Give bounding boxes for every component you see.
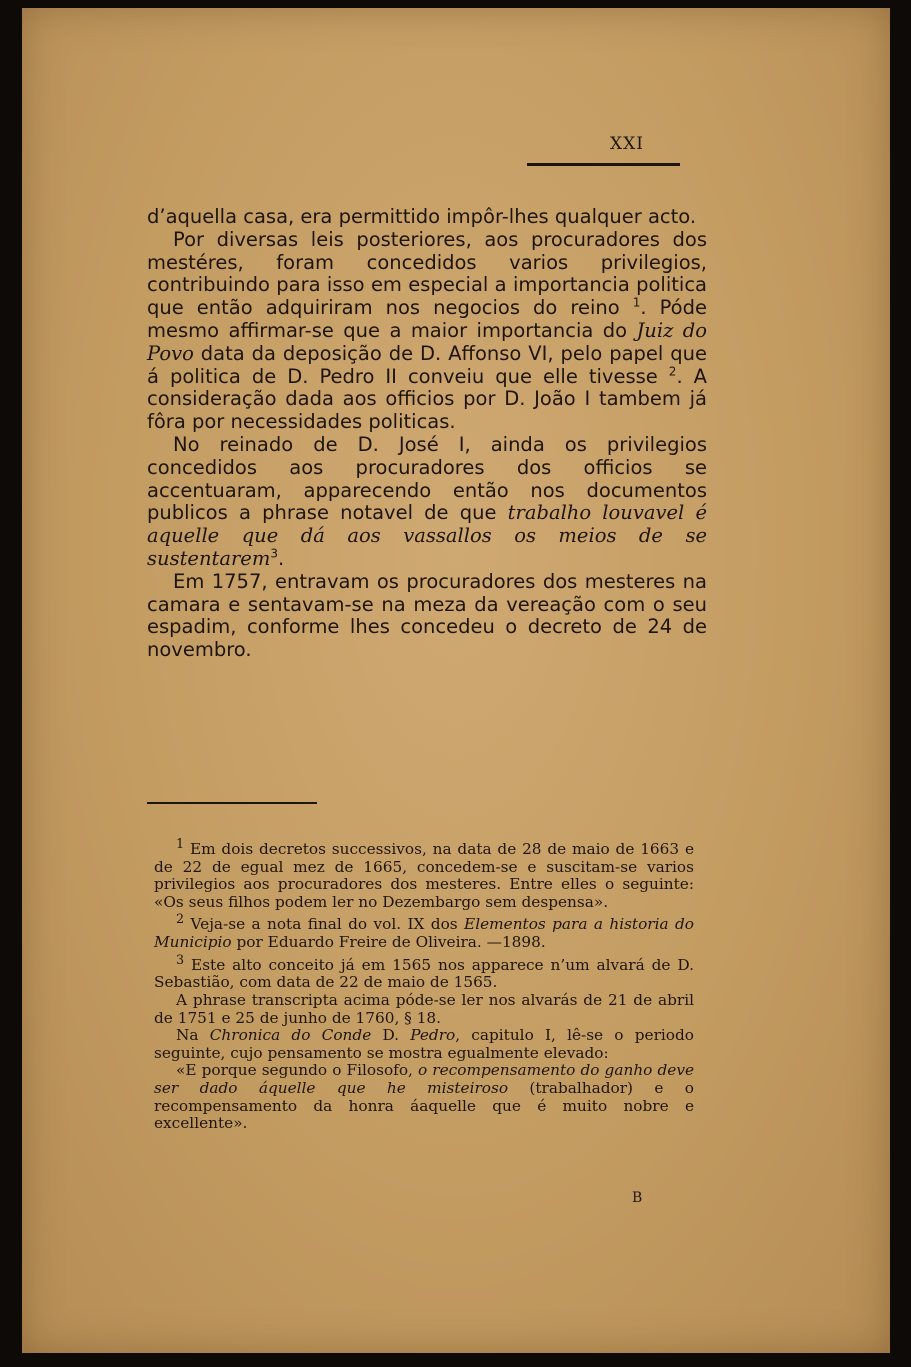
footnote-marker: 2	[668, 364, 677, 379]
text-run: por Eduardo Freire de Oliveira. —1898.	[231, 933, 546, 952]
italic-text: o recompensamento do ganho deve ser dado áquelle que he misteiroso	[154, 1061, 695, 1097]
text-run: «E porque segundo o Filosofo,	[176, 1061, 418, 1080]
text-run: Em 1757, entravam os procuradores dos mesteres na camara e sentavam-se na meza da vereação com o seu espadim, conforme lhes concedeu o decreto de 24 de novembro.	[147, 569, 707, 662]
footnote-4	[154, 992, 694, 1027]
paragraph-2	[147, 229, 707, 434]
footnote-marker: 2	[176, 912, 185, 928]
footnote-1	[154, 836, 694, 911]
text-run: . Póde mesmo affirmar-se que a maior importancia do	[147, 296, 707, 342]
text-run: A phrase transcripta acima póde-se ler nos alvarás de 21 de abril de 1751 e 25 de junho de 1760, § 18.	[154, 991, 694, 1027]
text-run: .	[277, 546, 285, 570]
text-run: Na	[176, 1026, 210, 1045]
text-run: (trabalhador) e o recompensamento da honra áaquelle que é muito nobre e excellente».	[154, 1079, 694, 1133]
footnote-5	[154, 1027, 694, 1062]
footnote-marker: 1	[632, 295, 641, 310]
footnote-marker: 1	[176, 837, 185, 852]
text-run: No reinado de D. José I, ainda os privilegios concedidos aos procuradores dos officios se accentuaram, apparecendo então nos documentos publicos a phrase notavel de que	[147, 432, 707, 525]
italic-text: trabalho louvavel é aquelle que dá aos vassallos os meios de se sustentarem	[147, 501, 707, 570]
text-run: Veja-se a nota final do vol. IX dos	[184, 915, 465, 934]
footnote-2	[154, 911, 694, 951]
paragraph-1	[147, 206, 707, 229]
text-run: , capitulo I, lê-se o periodo seguinte, cujo pensamento se mostra egualmente elevado:	[154, 1026, 694, 1062]
text-run: Por diversas leis posteriores, aos procuradores dos mestéres, foram concedidos varios privilegios, contribuindo para isso em especial a importancia politica que então adquiriram nos negocios do reino	[147, 227, 707, 320]
italic-text: Elementos para a historia do Municipio	[154, 915, 694, 952]
text-run: D.	[371, 1026, 411, 1045]
footnote-marker: 3	[176, 952, 185, 968]
footnote-3	[154, 952, 694, 992]
page-number: XXI	[610, 134, 644, 154]
text-run: d’aquella casa, era permittido impôr-lhes qualquer acto.	[147, 205, 697, 228]
text-run: data da deposição de D. Affonso VI, pelo papel que á politica de D. Pedro II conveiu que elle tivesse	[147, 341, 707, 388]
text-run: . A consideração dada aos officios por D. João I tambem já fôra por necessidades politicas.	[147, 364, 707, 434]
printer-signature: B	[632, 1190, 643, 1206]
text-run: Este alto conceito já em 1565 nos apparece n’um alvará de D. Sebastião, com data de 22 de maio de 1565.	[154, 955, 694, 992]
italic-text: Chronica do Conde	[209, 1026, 372, 1045]
footnote-rule	[147, 802, 317, 804]
text-run: Em dois decretos successivos, na data de 28 de maio de 1663 e de 22 de egual mez de 1665, concedem-se e suscitam-se varios privilegios aos procuradores dos mesteres. Entre elles o seguinte: «Os seus filhos podem ler no Dezembargo sem despensa».	[154, 840, 694, 911]
footnotes	[154, 836, 694, 1133]
main-text	[147, 206, 707, 662]
italic-text: Juiz do Povo	[147, 318, 707, 365]
footnote-6	[154, 1062, 694, 1132]
footnote-marker: 3	[270, 546, 278, 561]
paragraph-3	[147, 434, 707, 571]
header-rule	[527, 163, 680, 166]
italic-text: Pedro	[410, 1026, 456, 1045]
book-page	[22, 8, 890, 1353]
paragraph-4	[147, 571, 707, 662]
